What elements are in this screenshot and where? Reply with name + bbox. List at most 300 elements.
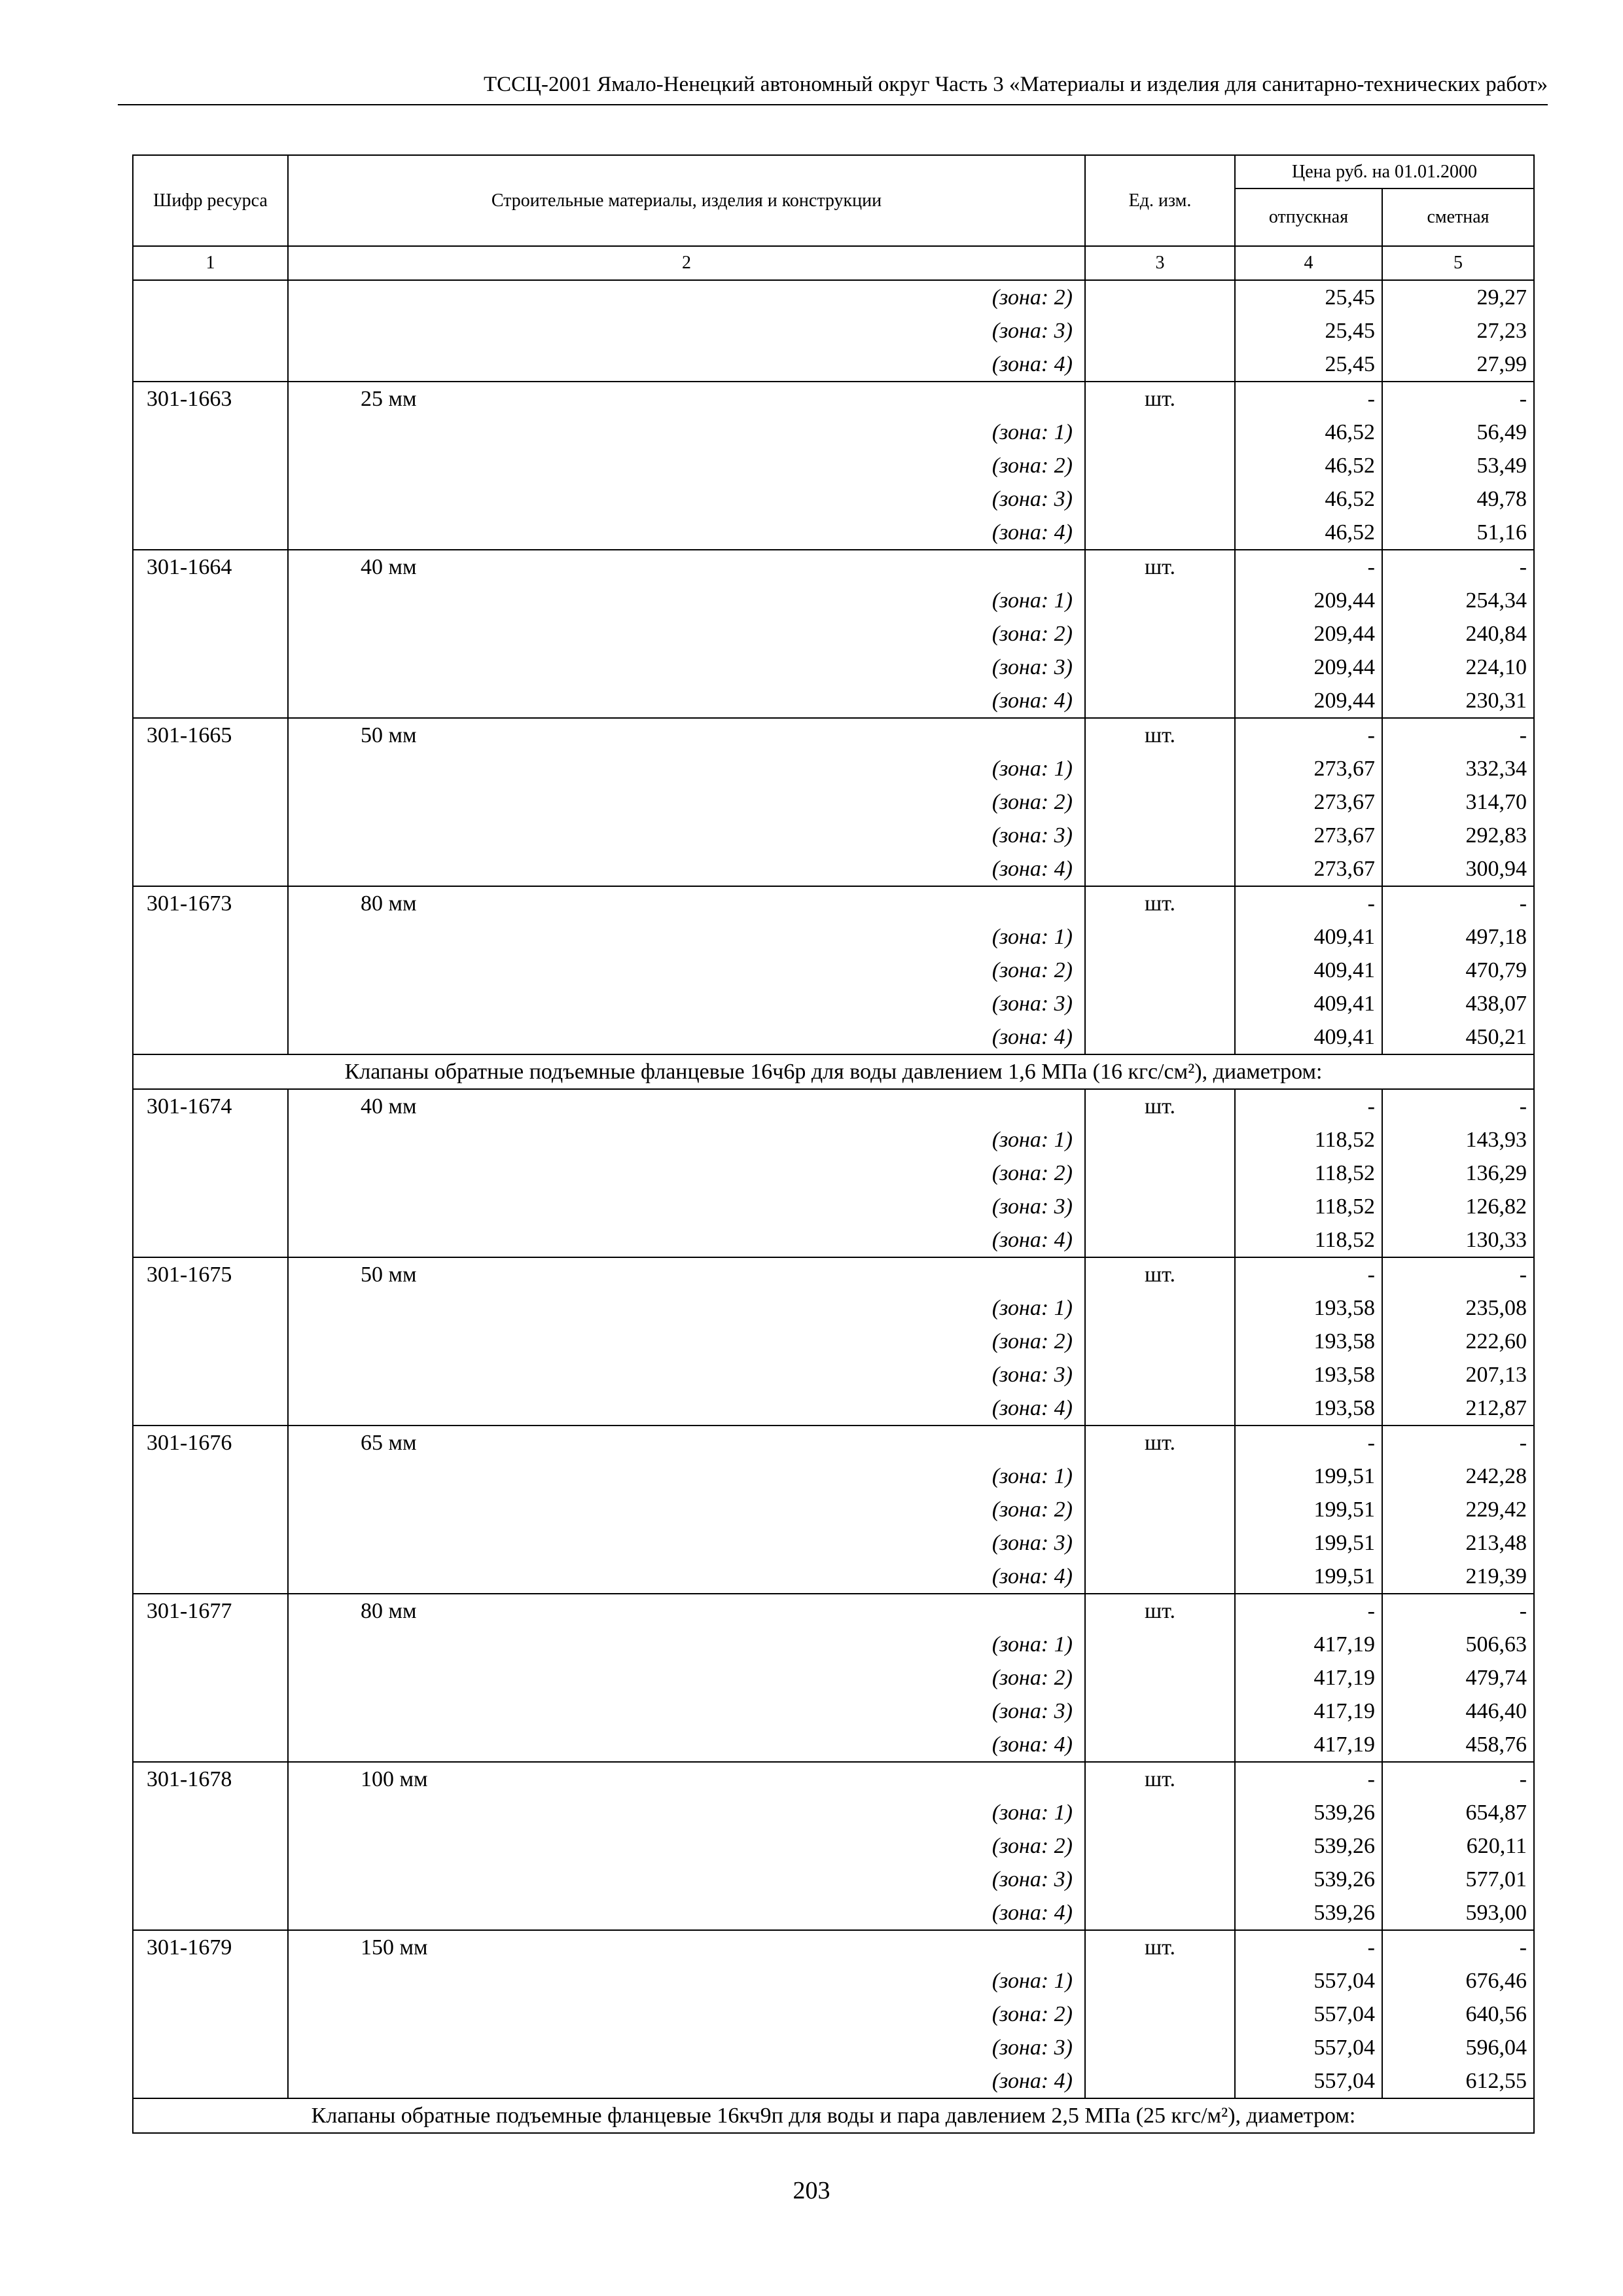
zone-label: (зона: 1) bbox=[288, 1460, 1085, 1493]
estimate-price: 458,76 bbox=[1382, 1728, 1534, 1762]
item-row bbox=[133, 1426, 1534, 1460]
unit-empty bbox=[1085, 1998, 1235, 2031]
resource-code-empty bbox=[133, 1391, 288, 1426]
zone-row bbox=[133, 684, 1534, 718]
release-price: 199,51 bbox=[1235, 1526, 1382, 1560]
zone-label: (зона: 3) bbox=[288, 1526, 1085, 1560]
resource-code-empty bbox=[133, 348, 288, 382]
estimate-price: 479,74 bbox=[1382, 1661, 1534, 1695]
price-table bbox=[132, 154, 1535, 2134]
zone-row bbox=[133, 449, 1534, 482]
resource-code-empty bbox=[133, 482, 288, 516]
col-header-release: отпускная bbox=[1235, 188, 1382, 246]
unit-of-measure: шт. bbox=[1085, 1257, 1235, 1291]
zone-label: (зона: 2) bbox=[288, 1325, 1085, 1358]
release-price: 539,26 bbox=[1235, 1829, 1382, 1863]
release-price: - bbox=[1235, 1930, 1382, 1964]
resource-code-empty bbox=[133, 1628, 288, 1661]
release-price: 409,41 bbox=[1235, 920, 1382, 954]
zone-row bbox=[133, 314, 1534, 348]
zone-row bbox=[133, 1964, 1534, 1998]
estimate-price: 143,93 bbox=[1382, 1123, 1534, 1157]
unit-empty bbox=[1085, 2064, 1235, 2098]
zone-row bbox=[133, 1493, 1534, 1526]
unit-empty bbox=[1085, 1628, 1235, 1661]
release-price: 118,52 bbox=[1235, 1123, 1382, 1157]
zone-label: (зона: 2) bbox=[288, 1829, 1085, 1863]
release-price: - bbox=[1235, 1257, 1382, 1291]
estimate-price: 332,34 bbox=[1382, 752, 1534, 785]
unit-of-measure: шт. bbox=[1085, 1930, 1235, 1964]
resource-code-empty bbox=[133, 920, 288, 954]
resource-code-empty bbox=[133, 449, 288, 482]
zone-label: (зона: 3) bbox=[288, 482, 1085, 516]
zone-row bbox=[133, 651, 1534, 684]
estimate-price: 254,34 bbox=[1382, 584, 1534, 617]
unit-of-measure: шт. bbox=[1085, 886, 1235, 920]
zone-row bbox=[133, 2064, 1534, 2098]
resource-code-empty bbox=[133, 2064, 288, 2098]
estimate-price: 240,84 bbox=[1382, 617, 1534, 651]
estimate-price: 130,33 bbox=[1382, 1223, 1534, 1257]
estimate-price: - bbox=[1382, 1594, 1534, 1628]
estimate-price: 654,87 bbox=[1382, 1796, 1534, 1829]
zone-row bbox=[133, 2031, 1534, 2064]
release-price: 557,04 bbox=[1235, 1964, 1382, 1998]
resource-code-empty bbox=[133, 1896, 288, 1930]
zone-label: (зона: 3) bbox=[288, 2031, 1085, 2064]
unit-empty bbox=[1085, 2031, 1235, 2064]
release-price: 193,58 bbox=[1235, 1291, 1382, 1325]
unit-of-measure: шт. bbox=[1085, 1089, 1235, 1123]
zone-row bbox=[133, 1190, 1534, 1223]
release-price: 25,45 bbox=[1235, 314, 1382, 348]
zone-label: (зона: 2) bbox=[288, 1998, 1085, 2031]
column-number-row bbox=[133, 246, 1534, 280]
zone-label: (зона: 3) bbox=[288, 1190, 1085, 1223]
resource-code-empty bbox=[133, 2031, 288, 2064]
material-name: 80 мм bbox=[288, 1594, 1085, 1628]
release-price: - bbox=[1235, 550, 1382, 584]
column-number: 4 bbox=[1235, 246, 1382, 280]
resource-code-empty bbox=[133, 516, 288, 550]
estimate-price: 300,94 bbox=[1382, 852, 1534, 886]
estimate-price: - bbox=[1382, 1257, 1534, 1291]
release-price: 209,44 bbox=[1235, 684, 1382, 718]
unit-empty bbox=[1085, 280, 1235, 314]
zone-label: (зона: 3) bbox=[288, 1358, 1085, 1391]
unit-empty bbox=[1085, 1964, 1235, 1998]
resource-code-empty bbox=[133, 1123, 288, 1157]
release-price: 46,52 bbox=[1235, 416, 1382, 449]
zone-label: (зона: 4) bbox=[288, 1560, 1085, 1594]
unit-empty bbox=[1085, 449, 1235, 482]
estimate-price: 219,39 bbox=[1382, 1560, 1534, 1594]
zone-row bbox=[133, 1526, 1534, 1560]
zone-label: (зона: 1) bbox=[288, 1796, 1085, 1829]
zone-label: (зона: 4) bbox=[288, 348, 1085, 382]
release-price: 118,52 bbox=[1235, 1157, 1382, 1190]
zone-row bbox=[133, 1863, 1534, 1896]
release-price: 409,41 bbox=[1235, 954, 1382, 987]
estimate-price: 56,49 bbox=[1382, 416, 1534, 449]
resource-code-empty bbox=[133, 954, 288, 987]
unit-empty bbox=[1085, 752, 1235, 785]
item-row bbox=[133, 1257, 1534, 1291]
estimate-price: 51,16 bbox=[1382, 516, 1534, 550]
estimate-price: - bbox=[1382, 718, 1534, 752]
release-price: - bbox=[1235, 1426, 1382, 1460]
material-name: 50 мм bbox=[288, 1257, 1085, 1291]
zone-row bbox=[133, 1391, 1534, 1426]
release-price: 199,51 bbox=[1235, 1493, 1382, 1526]
zone-row bbox=[133, 1325, 1534, 1358]
unit-empty bbox=[1085, 1526, 1235, 1560]
unit-empty bbox=[1085, 1358, 1235, 1391]
estimate-price: 49,78 bbox=[1382, 482, 1534, 516]
resource-code-empty bbox=[133, 1728, 288, 1762]
item-row bbox=[133, 1089, 1534, 1123]
zone-label: (зона: 4) bbox=[288, 1020, 1085, 1054]
section-heading: Клапаны обратные подъемные фланцевые 16кч9п для воды и пара давлением 2,5 МПа (25 кгс/м²), диаметром: bbox=[133, 2098, 1534, 2133]
estimate-price: 497,18 bbox=[1382, 920, 1534, 954]
resource-code: 301-1677 bbox=[133, 1594, 288, 1628]
material-name: 40 мм bbox=[288, 550, 1085, 584]
zone-label: (зона: 4) bbox=[288, 1391, 1085, 1426]
resource-code-empty bbox=[133, 1796, 288, 1829]
zone-label: (зона: 2) bbox=[288, 1493, 1085, 1526]
resource-code: 301-1665 bbox=[133, 718, 288, 752]
release-price: 273,67 bbox=[1235, 819, 1382, 852]
estimate-price: 593,00 bbox=[1382, 1896, 1534, 1930]
estimate-price: - bbox=[1382, 382, 1534, 416]
estimate-price: 438,07 bbox=[1382, 987, 1534, 1020]
zone-label: (зона: 1) bbox=[288, 1628, 1085, 1661]
release-price: 46,52 bbox=[1235, 482, 1382, 516]
estimate-price: 29,27 bbox=[1382, 280, 1534, 314]
release-price: - bbox=[1235, 1089, 1382, 1123]
zone-label: (зона: 4) bbox=[288, 516, 1085, 550]
zone-label: (зона: 2) bbox=[288, 449, 1085, 482]
item-row bbox=[133, 1762, 1534, 1796]
release-price: 193,58 bbox=[1235, 1391, 1382, 1426]
col-header-price: Цена руб. на 01.01.2000 bbox=[1235, 155, 1534, 188]
zone-label: (зона: 3) bbox=[288, 1695, 1085, 1728]
release-price: 417,19 bbox=[1235, 1661, 1382, 1695]
release-price: 557,04 bbox=[1235, 1998, 1382, 2031]
column-number: 5 bbox=[1382, 246, 1534, 280]
column-number: 1 bbox=[133, 246, 288, 280]
zone-row bbox=[133, 1291, 1534, 1325]
estimate-price: 230,31 bbox=[1382, 684, 1534, 718]
material-name: 25 мм bbox=[288, 382, 1085, 416]
unit-of-measure: шт. bbox=[1085, 1594, 1235, 1628]
unit-empty bbox=[1085, 651, 1235, 684]
zone-row bbox=[133, 584, 1534, 617]
estimate-price: 640,56 bbox=[1382, 1998, 1534, 2031]
unit-empty bbox=[1085, 1391, 1235, 1426]
unit-of-measure: шт. bbox=[1085, 1762, 1235, 1796]
resource-code-empty bbox=[133, 1661, 288, 1695]
zone-label: (зона: 3) bbox=[288, 314, 1085, 348]
release-price: 417,19 bbox=[1235, 1695, 1382, 1728]
zone-row bbox=[133, 785, 1534, 819]
zone-label: (зона: 2) bbox=[288, 785, 1085, 819]
release-price: 417,19 bbox=[1235, 1728, 1382, 1762]
release-price: 557,04 bbox=[1235, 2064, 1382, 2098]
zone-label: (зона: 1) bbox=[288, 416, 1085, 449]
zone-row bbox=[133, 1020, 1534, 1054]
resource-code-empty bbox=[133, 1223, 288, 1257]
release-price: 539,26 bbox=[1235, 1863, 1382, 1896]
zone-row bbox=[133, 1661, 1534, 1695]
release-price: 409,41 bbox=[1235, 987, 1382, 1020]
item-row bbox=[133, 550, 1534, 584]
zone-row bbox=[133, 516, 1534, 550]
resource-code: 301-1663 bbox=[133, 382, 288, 416]
resource-code-empty bbox=[133, 416, 288, 449]
release-price: 409,41 bbox=[1235, 1020, 1382, 1054]
estimate-price: - bbox=[1382, 1762, 1534, 1796]
unit-empty bbox=[1085, 1695, 1235, 1728]
zone-row bbox=[133, 1460, 1534, 1493]
resource-code-empty bbox=[133, 785, 288, 819]
estimate-price: 292,83 bbox=[1382, 819, 1534, 852]
resource-code-empty bbox=[133, 651, 288, 684]
unit-empty bbox=[1085, 785, 1235, 819]
running-header: ТССЦ-2001 Ямало-Ненецкий автономный округ Часть 3 «Материалы и изделия для санитарно-технических работ» bbox=[483, 73, 1548, 96]
resource-code-empty bbox=[133, 684, 288, 718]
release-price: 417,19 bbox=[1235, 1628, 1382, 1661]
release-price: 273,67 bbox=[1235, 785, 1382, 819]
zone-label: (зона: 2) bbox=[288, 954, 1085, 987]
zone-row bbox=[133, 1358, 1534, 1391]
unit-empty bbox=[1085, 819, 1235, 852]
zone-row bbox=[133, 954, 1534, 987]
resource-code-empty bbox=[133, 1560, 288, 1594]
release-price: 273,67 bbox=[1235, 852, 1382, 886]
zone-row bbox=[133, 1560, 1534, 1594]
material-name: 100 мм bbox=[288, 1762, 1085, 1796]
estimate-price: 676,46 bbox=[1382, 1964, 1534, 1998]
release-price: 209,44 bbox=[1235, 617, 1382, 651]
unit-empty bbox=[1085, 954, 1235, 987]
estimate-price: 126,82 bbox=[1382, 1190, 1534, 1223]
zone-label: (зона: 1) bbox=[288, 584, 1085, 617]
resource-code-empty bbox=[133, 1460, 288, 1493]
col-header-estimate: сметная bbox=[1382, 188, 1534, 246]
unit-empty bbox=[1085, 416, 1235, 449]
estimate-price: 506,63 bbox=[1382, 1628, 1534, 1661]
column-number: 3 bbox=[1085, 246, 1235, 280]
unit-empty bbox=[1085, 852, 1235, 886]
estimate-price: 222,60 bbox=[1382, 1325, 1534, 1358]
zone-label: (зона: 3) bbox=[288, 651, 1085, 684]
zone-label: (зона: 2) bbox=[288, 1661, 1085, 1695]
zone-row bbox=[133, 1223, 1534, 1257]
unit-of-measure: шт. bbox=[1085, 718, 1235, 752]
header-rule bbox=[118, 104, 1548, 105]
estimate-price: 620,11 bbox=[1382, 1829, 1534, 1863]
resource-code-empty bbox=[133, 1695, 288, 1728]
col-header-code: Шифр ресурса bbox=[133, 155, 288, 246]
unit-empty bbox=[1085, 516, 1235, 550]
release-price: 539,26 bbox=[1235, 1896, 1382, 1930]
unit-empty bbox=[1085, 684, 1235, 718]
unit-empty bbox=[1085, 1223, 1235, 1257]
zone-row bbox=[133, 1728, 1534, 1762]
resource-code-empty bbox=[133, 314, 288, 348]
unit-empty bbox=[1085, 1560, 1235, 1594]
table-body bbox=[133, 280, 1534, 2133]
material-name: 150 мм bbox=[288, 1930, 1085, 1964]
estimate-price: 596,04 bbox=[1382, 2031, 1534, 2064]
estimate-price: 242,28 bbox=[1382, 1460, 1534, 1493]
resource-code-empty bbox=[133, 1358, 288, 1391]
zone-label: (зона: 4) bbox=[288, 852, 1085, 886]
material-name: 80 мм bbox=[288, 886, 1085, 920]
zone-row bbox=[133, 1123, 1534, 1157]
estimate-price: 212,87 bbox=[1382, 1391, 1534, 1426]
unit-empty bbox=[1085, 1020, 1235, 1054]
zone-row bbox=[133, 416, 1534, 449]
unit-empty bbox=[1085, 1190, 1235, 1223]
estimate-price: 450,21 bbox=[1382, 1020, 1534, 1054]
resource-code: 301-1674 bbox=[133, 1089, 288, 1123]
zone-label: (зона: 4) bbox=[288, 1728, 1085, 1762]
zone-row bbox=[133, 1157, 1534, 1190]
release-price: - bbox=[1235, 382, 1382, 416]
resource-code: 301-1678 bbox=[133, 1762, 288, 1796]
item-row bbox=[133, 382, 1534, 416]
release-price: 118,52 bbox=[1235, 1223, 1382, 1257]
resource-code-empty bbox=[133, 1964, 288, 1998]
zone-label: (зона: 2) bbox=[288, 617, 1085, 651]
zone-row bbox=[133, 852, 1534, 886]
release-price: 199,51 bbox=[1235, 1460, 1382, 1493]
unit-of-measure: шт. bbox=[1085, 382, 1235, 416]
col-header-name: Строительные материалы, изделия и конструкции bbox=[288, 155, 1085, 246]
zone-label: (зона: 1) bbox=[288, 752, 1085, 785]
zone-row bbox=[133, 920, 1534, 954]
zone-label: (зона: 4) bbox=[288, 1896, 1085, 1930]
unit-empty bbox=[1085, 1325, 1235, 1358]
unit-empty bbox=[1085, 920, 1235, 954]
resource-code-empty bbox=[133, 1325, 288, 1358]
unit-empty bbox=[1085, 1896, 1235, 1930]
zone-row bbox=[133, 752, 1534, 785]
zone-label: (зона: 4) bbox=[288, 1223, 1085, 1257]
resource-code: 301-1676 bbox=[133, 1426, 288, 1460]
unit-empty bbox=[1085, 584, 1235, 617]
estimate-price: 577,01 bbox=[1382, 1863, 1534, 1896]
estimate-price: 229,42 bbox=[1382, 1493, 1534, 1526]
release-price: - bbox=[1235, 886, 1382, 920]
resource-code: 301-1673 bbox=[133, 886, 288, 920]
release-price: 193,58 bbox=[1235, 1325, 1382, 1358]
zone-label: (зона: 3) bbox=[288, 987, 1085, 1020]
unit-empty bbox=[1085, 1829, 1235, 1863]
estimate-price: 213,48 bbox=[1382, 1526, 1534, 1560]
release-price: 209,44 bbox=[1235, 651, 1382, 684]
release-price: 209,44 bbox=[1235, 584, 1382, 617]
estimate-price: 235,08 bbox=[1382, 1291, 1534, 1325]
estimate-price: - bbox=[1382, 886, 1534, 920]
unit-empty bbox=[1085, 1157, 1235, 1190]
section-heading: Клапаны обратные подъемные фланцевые 16ч6р для воды давлением 1,6 МПа (16 кгс/см²), диаметром: bbox=[133, 1054, 1534, 1089]
estimate-price: 53,49 bbox=[1382, 449, 1534, 482]
resource-code-empty bbox=[133, 1998, 288, 2031]
zone-row bbox=[133, 819, 1534, 852]
unit-empty bbox=[1085, 1661, 1235, 1695]
unit-empty bbox=[1085, 1493, 1235, 1526]
estimate-price: - bbox=[1382, 550, 1534, 584]
zone-row bbox=[133, 617, 1534, 651]
unit-empty bbox=[1085, 348, 1235, 382]
column-number: 2 bbox=[288, 246, 1085, 280]
unit-empty bbox=[1085, 1291, 1235, 1325]
item-row bbox=[133, 886, 1534, 920]
unit-empty bbox=[1085, 314, 1235, 348]
unit-empty bbox=[1085, 1863, 1235, 1896]
col-header-unit: Ед. изм. bbox=[1085, 155, 1235, 246]
zone-row bbox=[133, 1998, 1534, 2031]
zone-row bbox=[133, 1628, 1534, 1661]
unit-empty bbox=[1085, 617, 1235, 651]
zone-label: (зона: 4) bbox=[288, 2064, 1085, 2098]
zone-row bbox=[133, 1695, 1534, 1728]
estimate-price: 612,55 bbox=[1382, 2064, 1534, 2098]
resource-code-empty bbox=[133, 852, 288, 886]
item-row bbox=[133, 1930, 1534, 1964]
estimate-price: 224,10 bbox=[1382, 651, 1534, 684]
zone-row bbox=[133, 987, 1534, 1020]
estimate-price: 446,40 bbox=[1382, 1695, 1534, 1728]
resource-code-empty bbox=[133, 1493, 288, 1526]
zone-row bbox=[133, 280, 1534, 314]
release-price: 199,51 bbox=[1235, 1560, 1382, 1594]
section-heading-row bbox=[133, 2098, 1534, 2133]
resource-code-empty bbox=[133, 1291, 288, 1325]
release-price: 25,45 bbox=[1235, 348, 1382, 382]
resource-code: 301-1664 bbox=[133, 550, 288, 584]
zone-label: (зона: 3) bbox=[288, 1863, 1085, 1896]
item-row bbox=[133, 1594, 1534, 1628]
estimate-price: 27,99 bbox=[1382, 348, 1534, 382]
estimate-price: - bbox=[1382, 1089, 1534, 1123]
zone-label: (зона: 1) bbox=[288, 1964, 1085, 1998]
resource-code-empty bbox=[133, 617, 288, 651]
zone-row bbox=[133, 1829, 1534, 1863]
release-price: 557,04 bbox=[1235, 2031, 1382, 2064]
release-price: 46,52 bbox=[1235, 449, 1382, 482]
section-heading-row bbox=[133, 1054, 1534, 1089]
unit-empty bbox=[1085, 1460, 1235, 1493]
table-head bbox=[133, 155, 1534, 280]
estimate-price: - bbox=[1382, 1426, 1534, 1460]
zone-label: (зона: 2) bbox=[288, 1157, 1085, 1190]
material-name: 50 мм bbox=[288, 718, 1085, 752]
zone-label: (зона: 3) bbox=[288, 819, 1085, 852]
unit-of-measure: шт. bbox=[1085, 550, 1235, 584]
resource-code-empty bbox=[133, 1190, 288, 1223]
release-price: 118,52 bbox=[1235, 1190, 1382, 1223]
unit-empty bbox=[1085, 987, 1235, 1020]
unit-empty bbox=[1085, 1123, 1235, 1157]
release-price: 539,26 bbox=[1235, 1796, 1382, 1829]
material-name: 40 мм bbox=[288, 1089, 1085, 1123]
release-price: 46,52 bbox=[1235, 516, 1382, 550]
